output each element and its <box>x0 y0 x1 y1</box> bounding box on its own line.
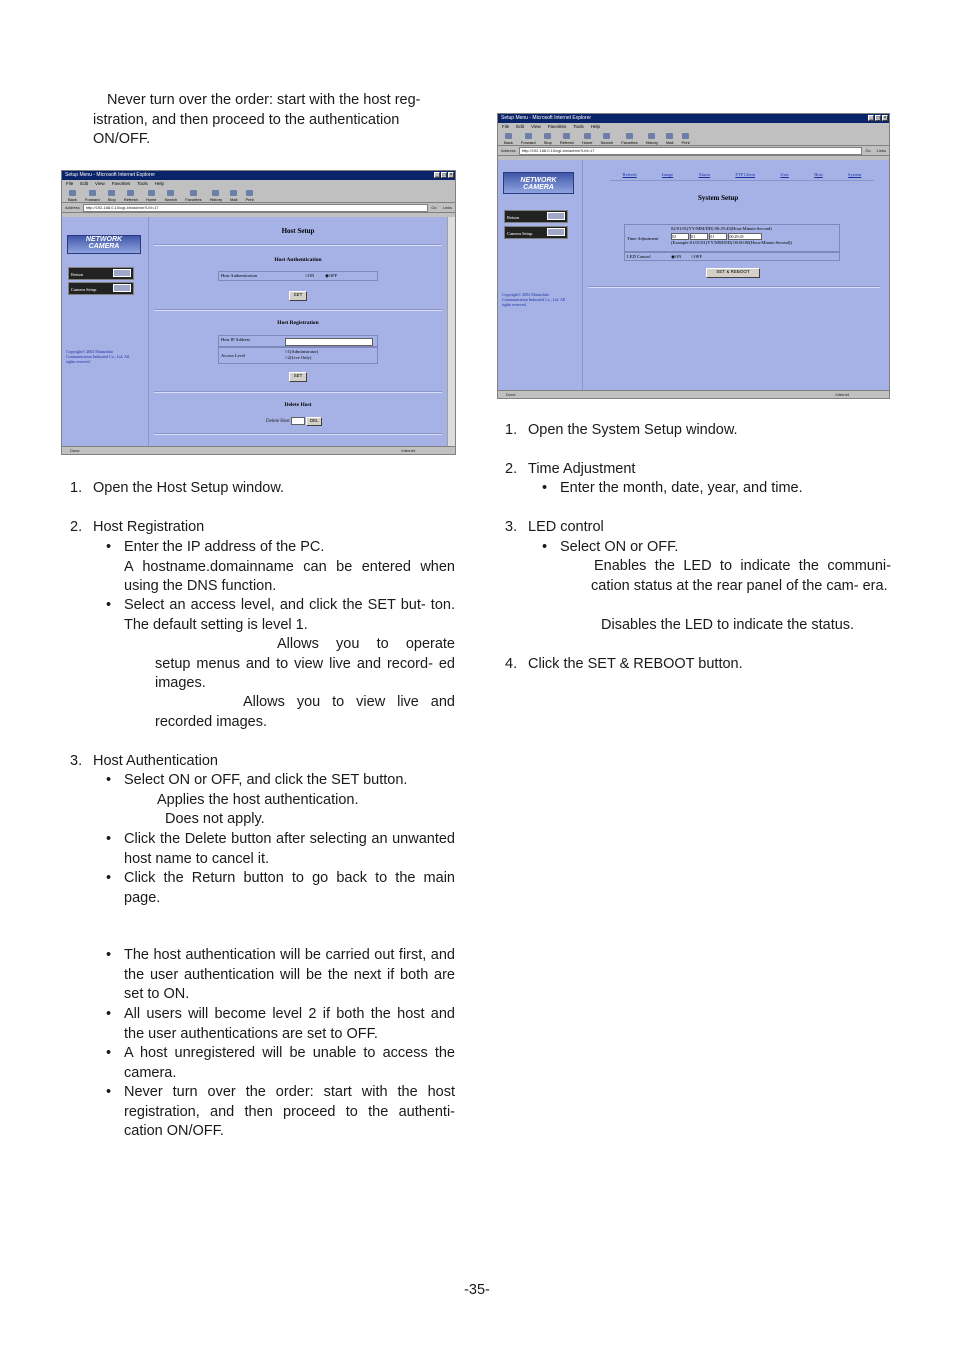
level1-description: Allows you to operate setup menus and to view live and record- ed images. <box>155 636 455 691</box>
left-step-3-text: Host Authentication <box>93 753 218 769</box>
delete-host-select[interactable] <box>291 417 305 425</box>
divider <box>154 391 442 393</box>
mail-icon <box>666 133 673 139</box>
home-button[interactable]: Home <box>582 133 593 145</box>
nav-ftp-client[interactable]: FTP Client <box>735 172 756 177</box>
led-off-description: Disables the LED to indicate the status. <box>601 617 855 633</box>
menu-view[interactable]: View <box>531 124 541 129</box>
window-title: Setup Menu - Microsoft Internet Explorer _ □ × <box>62 171 455 180</box>
divider <box>588 286 880 288</box>
host-auth-bullet-3: • Click the Return button to go back to the main page. <box>124 869 455 908</box>
host-ip-row: Host IP Address <box>218 335 378 347</box>
minimize-icon[interactable]: _ <box>869 115 873 121</box>
mail-icon <box>230 190 237 196</box>
page-content <box>498 160 889 390</box>
favorites-button[interactable]: Favorites <box>185 190 201 202</box>
scrollbar[interactable] <box>447 217 455 446</box>
go-button[interactable]: Go <box>865 148 871 153</box>
led-on-radio[interactable]: ◉ON <box>671 254 682 259</box>
time-adjustment-row: Time Adjustment 02/01/01(YY/MM/DD) 00:29:45(Hour:Minute:Second) 02 01 01 00:29:45 (Example:01/01/01(YY/MM/DD) 00:00:00(Hour:Minute:Second)) <box>624 224 840 252</box>
links-button[interactable]: Links <box>876 148 886 153</box>
led-off-radio[interactable]: ○OFF <box>691 254 702 259</box>
host-auth-row: Host Authentication ○ON ◉OFF <box>218 271 378 281</box>
right-step-1-text: Open the System Setup window. <box>528 422 738 438</box>
level2-description: Allows you to view live and recorded images. <box>155 694 455 730</box>
network-camera-logo: NETWORK CAMERA <box>503 172 574 194</box>
set-reboot-button[interactable]: SET & REBOOT <box>706 268 760 278</box>
refresh-button[interactable]: Refresh <box>560 133 574 145</box>
menu-file[interactable]: File <box>502 124 510 129</box>
history-button[interactable]: History <box>646 133 658 145</box>
day-input[interactable]: 01 <box>709 233 727 240</box>
right-step-4-text: Click the SET & REBOOT button. <box>528 656 743 672</box>
system-setup-screenshot <box>497 113 890 399</box>
favorites-icon <box>626 133 633 139</box>
auth-set-button[interactable]: SET <box>289 291 307 301</box>
address-input[interactable]: http://192.168.0.10/cgi-bin/admin?LM=17 <box>83 204 429 212</box>
nav-system[interactable]: System <box>848 172 862 177</box>
favorites-icon <box>190 190 197 196</box>
menu-bar <box>498 123 889 131</box>
left-step-2-text: Host Registration <box>93 519 205 535</box>
auth-on-radio[interactable]: ○ON <box>305 273 315 278</box>
mail-button[interactable]: Mail <box>666 133 673 145</box>
close-icon[interactable]: × <box>449 172 453 178</box>
address-bar: Address http://192.168.0.10/cgi-bin/admin?LM=17 Go Links <box>62 203 455 213</box>
access-level-row: Access Level ○1(Administrator) ○2(Live Only) <box>218 347 378 364</box>
status-bar: Done Internet <box>62 446 455 454</box>
intro-note: Never turn over the order: start with the host reg- istration, and then proceed to the authentication ON/OFF. <box>93 92 421 147</box>
host-reg-bullet-1: • Enter the IP address of the PC. A hostname.domainname can be entered when using the DNS function. <box>124 538 455 597</box>
stop-icon <box>544 133 551 139</box>
host-reg-bullet-2: • Select an access level, and click the SET but- ton. The default setting is level 1. <box>124 596 455 635</box>
links-button[interactable]: Links <box>442 205 452 210</box>
left-step-1-num: 1. <box>70 480 83 496</box>
forward-button[interactable]: Forward <box>521 133 536 145</box>
page-content <box>62 217 455 446</box>
address-bar: Address http://192.168.0.10/cgi-bin/admin?LM=17 Go Links <box>498 146 889 156</box>
right-step-2-text: Time Adjustment <box>528 461 636 477</box>
host-auth-bullet-1: • Select ON or OFF, and click the SET button. <box>124 771 455 791</box>
menu-tools[interactable]: Tools <box>137 181 148 186</box>
search-button[interactable]: Search <box>165 190 178 202</box>
year-input[interactable]: 02 <box>671 233 689 240</box>
note-4: • Never turn over the order: start with the host registration, and then proceed to the authenti- cation ON/OFF. <box>124 1083 455 1142</box>
nav-host[interactable]: Host <box>814 172 823 177</box>
left-pane <box>498 160 583 390</box>
close-icon[interactable]: × <box>883 115 887 121</box>
level1-radio[interactable]: ○1(Administrator) <box>285 349 319 354</box>
level2-radio[interactable]: ○2(Live Only) <box>285 355 312 360</box>
home-icon <box>148 190 155 196</box>
right-step-1-num: 1. <box>505 422 518 438</box>
refresh-button[interactable]: Refresh <box>124 190 138 202</box>
back-button[interactable]: Back <box>68 190 77 202</box>
nav-image[interactable]: Image <box>661 172 674 177</box>
led-on-description: Enables the LED to indicate the communi- cation status at the rear panel of the cam- era. <box>591 558 891 594</box>
menu-view[interactable]: View <box>95 181 105 186</box>
right-step-4-num: 4. <box>505 656 518 672</box>
menu-file[interactable]: File <box>66 181 74 186</box>
stop-icon <box>108 190 115 196</box>
history-button[interactable]: History <box>210 190 222 202</box>
led-control-row: LED Control ◉ON ○OFF <box>624 252 840 261</box>
time-bullet: • Enter the month, date, year, and time. <box>560 479 803 499</box>
note-1: • The host authentication will be carried out first, and the user authentication will be the next if both are set to ON. <box>124 946 455 1005</box>
left-step-2-num: 2. <box>70 519 83 535</box>
toolbar <box>498 131 889 146</box>
forward-button[interactable]: Forward <box>85 190 100 202</box>
go-button[interactable]: Go <box>431 205 437 210</box>
home-icon <box>584 133 591 139</box>
menu-help[interactable]: Help <box>590 124 601 129</box>
left-step-3-num: 3. <box>70 753 83 769</box>
network-camera-logo: NETWORK CAMERA <box>67 235 141 254</box>
camera-setup-button[interactable]: Camera Setup <box>504 226 568 239</box>
note-2: • All users will become level 2 if both the host and the user authentications are set to OFF. <box>124 1005 455 1044</box>
menu-edit[interactable]: Edit <box>80 181 89 186</box>
delete-host-row: Delete Host DEL <box>266 417 322 426</box>
return-button[interactable]: Return <box>504 210 568 223</box>
toolbar <box>62 188 455 203</box>
nav-alarm[interactable]: Alarm <box>698 172 711 177</box>
history-icon <box>212 190 219 196</box>
minimize-icon[interactable]: _ <box>435 172 439 178</box>
right-step-3-num: 3. <box>505 519 518 535</box>
window-title: Setup Menu - Microsoft Internet Explorer _ □ × <box>498 114 889 123</box>
refresh-icon <box>127 190 134 196</box>
delete-host-section-title: Delete Host <box>284 402 312 408</box>
divider <box>154 309 442 311</box>
print-button[interactable]: Print <box>681 133 689 145</box>
menu-favorites[interactable]: Favorites <box>547 124 567 129</box>
month-input[interactable]: 01 <box>690 233 708 240</box>
stop-button[interactable]: Stop <box>544 133 552 145</box>
print-button[interactable]: Print <box>245 190 253 202</box>
left-step-1-text: Open the Host Setup window. <box>93 480 285 496</box>
forward-icon <box>525 133 532 139</box>
divider <box>154 433 442 435</box>
right-step-3-text: LED control <box>528 519 604 535</box>
print-icon <box>246 190 253 196</box>
back-icon <box>505 133 512 139</box>
del-button[interactable]: DEL <box>306 417 322 426</box>
host-auth-bullet-2: • Click the Delete button after selecting an unwanted host name to cancel it. <box>124 830 455 869</box>
camera-setup-button[interactable]: Camera Setup <box>68 282 134 295</box>
host-ip-input[interactable] <box>285 338 373 346</box>
status-bar: Done Internet <box>498 390 889 398</box>
menu-favorites[interactable]: Favorites <box>111 181 131 186</box>
time-input[interactable]: 00:29:45 <box>728 233 762 240</box>
search-button[interactable]: Search <box>601 133 614 145</box>
host-reg-section-title: Host Registration <box>277 320 319 326</box>
favorites-button[interactable]: Favorites <box>621 133 637 145</box>
maximize-icon[interactable]: □ <box>442 172 446 178</box>
stop-button[interactable]: Stop <box>108 190 116 202</box>
history-icon <box>648 133 655 139</box>
mail-button[interactable]: Mail <box>230 190 237 202</box>
copyright: Copyright© 2002 Matsushita Communication Industrial Co., Ltd. All rights reserved. <box>66 349 130 364</box>
return-button[interactable]: Return <box>68 267 134 280</box>
left-pane <box>62 217 149 446</box>
host-setup-title: Host Setup <box>281 227 315 235</box>
divider <box>154 244 442 246</box>
note-3: • A host unregistered will be unable to access the camera. <box>124 1044 455 1083</box>
back-button[interactable]: Back <box>504 133 513 145</box>
system-setup-title: System Setup <box>698 194 739 202</box>
right-step-2-num: 2. <box>505 461 518 477</box>
menu-help[interactable]: Help <box>154 181 165 186</box>
on-description: Applies the host authentication. <box>157 792 359 808</box>
host-auth-section-title: Host Authentication <box>274 257 322 263</box>
refresh-icon <box>563 133 570 139</box>
reg-set-button[interactable]: SET <box>289 372 307 382</box>
copyright: Copyright© 2002 Matsushita Communication Industrial Co., Ltd. All rights reserved. <box>502 292 566 307</box>
page-number: -35- <box>464 1282 490 1298</box>
forward-icon <box>89 190 96 196</box>
menu-bar <box>62 180 455 188</box>
auth-off-radio[interactable]: ◉OFF <box>325 273 338 278</box>
print-icon <box>682 133 689 139</box>
maximize-icon[interactable]: □ <box>876 115 880 121</box>
led-bullet: • Select ON or OFF. <box>560 538 678 558</box>
address-input[interactable]: http://192.168.0.10/cgi-bin/admin?LM=17 <box>519 147 863 155</box>
search-icon <box>603 133 610 139</box>
nav-links <box>610 172 874 181</box>
nav-user[interactable]: User <box>780 172 789 177</box>
search-icon <box>167 190 174 196</box>
menu-tools[interactable]: Tools <box>573 124 584 129</box>
back-icon <box>69 190 76 196</box>
off-description: Does not apply. <box>165 811 265 827</box>
host-setup-screenshot <box>61 170 456 455</box>
home-button[interactable]: Home <box>146 190 157 202</box>
nav-refresh[interactable]: Refresh <box>622 172 637 177</box>
menu-edit[interactable]: Edit <box>516 124 525 129</box>
